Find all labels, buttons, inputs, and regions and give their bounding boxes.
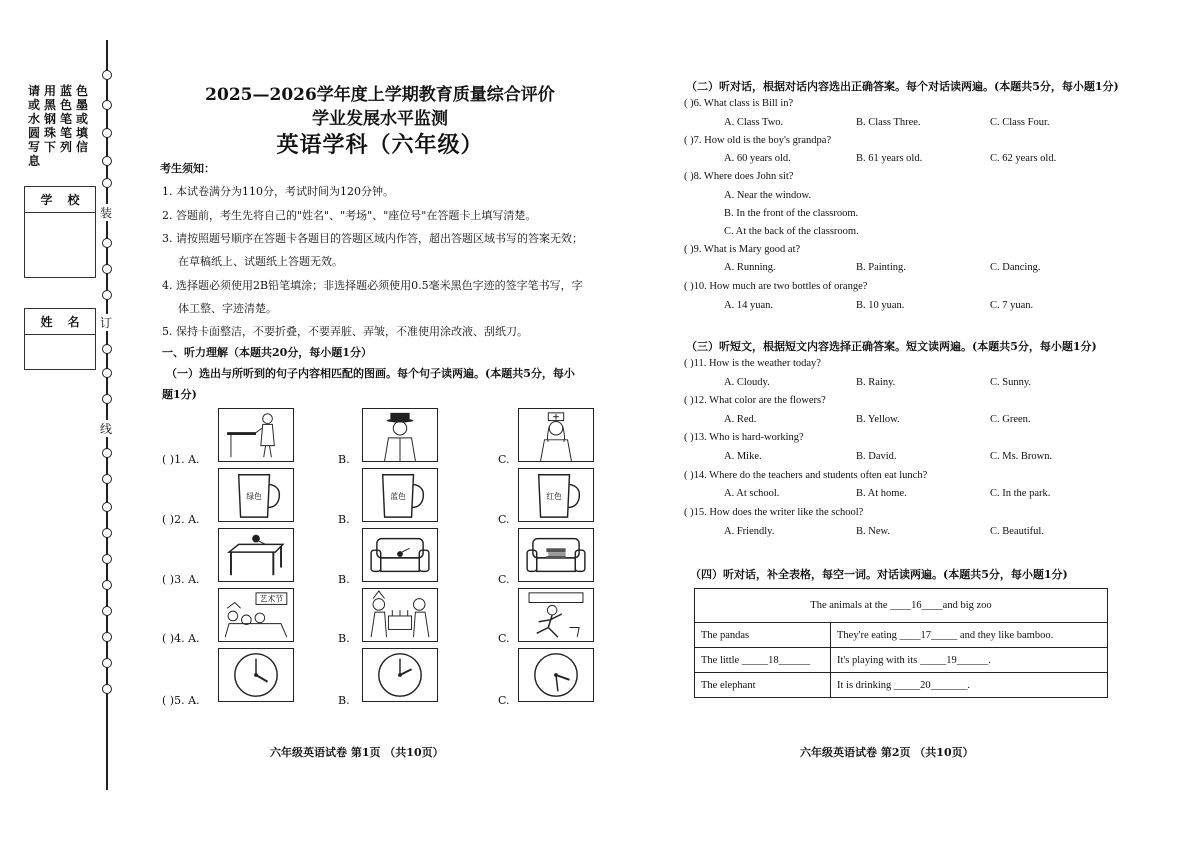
q11: ( )11. How is the weather today? — [684, 358, 821, 369]
q12-option-c: C. Green. — [990, 414, 1031, 425]
bind-dot — [102, 128, 112, 138]
q13-option-a: A. Mike. — [724, 451, 762, 462]
q9-option-b: B. Painting. — [856, 262, 906, 273]
q1-picture-c — [518, 408, 594, 462]
q8-option-c: C. At the back of the classroom. — [724, 226, 859, 237]
q13: ( )13. Who is hard-working? — [684, 432, 804, 443]
q2-cup-label-a: 绿色 — [246, 491, 262, 501]
exam-title-line2: 学业发展水平监测 — [312, 109, 448, 129]
q2-cup-label-c: 红色 — [546, 491, 562, 501]
notice-row: 或黑色墨 — [28, 98, 93, 112]
table-row — [695, 673, 1108, 698]
q14-option-b: B. At home. — [856, 488, 907, 499]
q13-option-b: B. David. — [856, 451, 897, 462]
notice-3: 3. 请按照题号顺序在答题卡各题目的答题区域内作答，超出答题区域书写的答案无效； — [162, 232, 583, 245]
notice-4-cont: 体工整、字迹清楚。 — [178, 302, 277, 315]
bind-dot — [102, 528, 112, 538]
table-cell[interactable]: The elephant — [695, 673, 831, 698]
q7: ( )7. How old is the boy's grandpa? — [684, 135, 832, 146]
q9-option-c: C. Dancing. — [990, 262, 1041, 273]
bind-char-zhuang: 装 — [100, 206, 113, 220]
bind-dot — [102, 264, 112, 274]
section-1-heading: 一、听力理解（本题共20分，每小题1分） — [162, 346, 372, 359]
q8-option-a: A. Near the window. — [724, 190, 812, 201]
q2-label: ( )2. A. — [162, 513, 200, 526]
q6-option-c: C. Class Four. — [990, 117, 1050, 128]
bind-dot — [102, 554, 112, 564]
bind-char-ding: 订 — [100, 316, 113, 330]
bind-dot — [102, 658, 112, 668]
q1-picture-a — [218, 408, 294, 462]
page2-footer: 六年级英语试卷 第2页 （共10页） — [800, 746, 974, 759]
q14-option-a: A. At school. — [724, 488, 780, 499]
table-cell[interactable]: It's playing with its _____19______. — [831, 648, 1108, 673]
q1-picture-b — [362, 408, 438, 462]
bind-dot — [102, 178, 112, 188]
notice-2: 2. 答题前，考生先将自己的"姓名"、"考场"、"座位号"在答题卡上填写清楚。 — [162, 209, 537, 222]
school-label-2: 校 — [67, 193, 80, 207]
notice-4: 4. 选择题必须使用2B铅笔填涂；非选择题必须使用0.5毫米黑色字迹的签字笔书写，字 — [162, 279, 583, 292]
exam-title-line1: 2025—2026学年度上学期教育质量综合评价 — [205, 85, 555, 105]
bind-dot — [102, 70, 112, 80]
q4-picture-a — [218, 588, 294, 642]
bind-char-xian: 线 — [100, 422, 113, 436]
q3-option-b-label: B. — [338, 573, 350, 586]
bind-dot — [102, 606, 112, 616]
q2-option-b-label: B. — [338, 513, 350, 526]
q4-option-b-label: B. — [338, 632, 350, 645]
q2-picture-b — [362, 468, 438, 522]
q6-option-b: B. Class Three. — [856, 117, 921, 128]
fill-in-table — [694, 588, 1108, 698]
q5-picture-b — [362, 648, 438, 702]
q9: ( )9. What is Mary good at? — [684, 244, 801, 255]
q15: ( )15. How does the writer like the school? — [684, 507, 864, 518]
q3-option-c-label: C. — [498, 573, 510, 586]
table-row — [695, 623, 1108, 648]
q4-picture-c — [518, 588, 594, 642]
q13-option-c: C. Ms. Brown. — [990, 451, 1053, 462]
part-2-heading: （二）听对话，根据对话内容选出正确答案。每个对话读两遍。(本题共5分，每小题1分) — [686, 80, 1119, 93]
part-3-heading: （三）听短文，根据短文内容选择正确答案。短文读两遍。(本题共5分，每小题1分) — [686, 340, 1097, 353]
q11-option-b: B. Rainy. — [856, 377, 896, 388]
notice-5: 5. 保持卡面整洁，不要折叠，不要弄脏、弄皱，不准使用涂改液、刮纸刀。 — [162, 325, 528, 338]
q15-option-c: C. Beautiful. — [990, 526, 1044, 537]
bind-dot — [102, 684, 112, 694]
notice-1: 1. 本试卷满分为110分，考试时间为120分钟。 — [162, 185, 394, 198]
q1-option-c-label: C. — [498, 453, 510, 466]
notice-row: 写下列信息 — [28, 140, 93, 168]
q15-option-a: A. Friendly. — [724, 526, 775, 537]
school-box[interactable] — [24, 186, 96, 278]
bind-dot — [102, 448, 112, 458]
q10-option-a: A. 14 yuan. — [724, 300, 773, 311]
bind-dot — [102, 502, 112, 512]
q5-option-b-label: B. — [338, 694, 350, 707]
notice-grid — [28, 84, 94, 168]
bind-dot — [102, 344, 112, 354]
table-header: The animals at the ____16____and big zoo — [695, 589, 1108, 623]
q14-option-c: C. In the park. — [990, 488, 1051, 499]
notice-row: 水钢笔或 — [28, 112, 93, 126]
notice-3-cont: 在草稿纸上、试题纸上答题无效。 — [178, 255, 343, 268]
q2-picture-a — [218, 468, 294, 522]
bind-dot — [102, 394, 112, 404]
table-cell[interactable]: It is drinking _____20_______. — [831, 673, 1108, 698]
q3-picture-c — [518, 528, 594, 582]
q4-sign-label: 艺术节 — [259, 594, 283, 604]
q7-option-c: C. 62 years old. — [990, 153, 1057, 164]
bind-dot — [102, 368, 112, 378]
exam-subject-title: 英语学科（六年级） — [276, 132, 484, 158]
q11-option-c: C. Sunny. — [990, 377, 1032, 388]
q5-picture-a — [218, 648, 294, 702]
q15-option-b: B. New. — [856, 526, 891, 537]
bind-dot — [102, 100, 112, 110]
part-1-instruction-cont: 题1分) — [162, 388, 197, 401]
table-row — [695, 648, 1108, 673]
q8: ( )8. Where does John sit? — [684, 171, 794, 182]
bind-dot — [102, 632, 112, 642]
q3-picture-b — [362, 528, 438, 582]
q10-option-c: C. 7 yuan. — [990, 300, 1034, 311]
q4-label: ( )4. A. — [162, 632, 200, 645]
q1-label: ( )1. A. — [162, 453, 200, 466]
name-label-1: 姓 — [40, 315, 53, 329]
binding-line — [106, 40, 108, 790]
q12-option-a: A. Red. — [724, 414, 757, 425]
q9-option-a: A. Running. — [724, 262, 776, 273]
q6: ( )6. What class is Bill in? — [684, 98, 794, 109]
part-4-heading: （四）听对话，补全表格，每空一词。对话读两遍。(本题共5分，每小题1分) — [690, 568, 1068, 581]
name-label-2: 名 — [67, 315, 80, 329]
school-label-1: 学 — [40, 193, 53, 207]
q4-option-c-label: C. — [498, 632, 510, 645]
q5-picture-c — [518, 648, 594, 702]
bind-dot — [102, 580, 112, 590]
q12-option-b: B. Yellow. — [856, 414, 900, 425]
bind-dot — [102, 156, 112, 166]
q12: ( )12. What color are the flowers? — [684, 395, 826, 406]
q3-picture-a — [218, 528, 294, 582]
q6-option-a: A. Class Two. — [724, 117, 784, 128]
name-box[interactable] — [24, 308, 96, 370]
notice-heading: 考生须知： — [160, 162, 215, 175]
q8-option-b: B. In the front of the classroom. — [724, 208, 859, 219]
q5-label: ( )5. A. — [162, 694, 200, 707]
q11-option-a: A. Cloudy. — [724, 377, 770, 388]
bind-dot — [102, 290, 112, 300]
q3-label: ( )3. A. — [162, 573, 200, 586]
part-1-instruction: （一）选出与所听到的句子内容相匹配的图画。每个句子读两遍。(本题共5分，每小 — [166, 367, 575, 380]
q2-picture-c — [518, 468, 594, 522]
q14: ( )14. Where do the teachers and students often eat lunch? — [684, 470, 928, 481]
notice-row: 圆珠笔填 — [28, 126, 93, 140]
q10-option-b: B. 10 yuan. — [856, 300, 905, 311]
notice-row: 请用蓝色 — [28, 84, 93, 98]
q1-option-b-label: B. — [338, 453, 350, 466]
page1-footer: 六年级英语试卷 第1页 （共10页） — [270, 746, 444, 759]
q7-option-b: B. 61 years old. — [856, 153, 923, 164]
q2-cup-label-b: 蓝色 — [390, 491, 406, 501]
q5-option-c-label: C. — [498, 694, 510, 707]
bind-dot — [102, 474, 112, 484]
table-cell[interactable]: The little _____18______ — [695, 648, 831, 673]
table-cell[interactable]: They're eating ____17_____ and they like bamboo. — [831, 623, 1108, 648]
q7-option-a: A. 60 years old. — [724, 153, 791, 164]
q10: ( )10. How much are two bottles of orange? — [684, 281, 868, 292]
bind-dot — [102, 238, 112, 248]
table-cell[interactable]: The pandas — [695, 623, 831, 648]
q4-picture-b — [362, 588, 438, 642]
q2-option-c-label: C. — [498, 513, 510, 526]
